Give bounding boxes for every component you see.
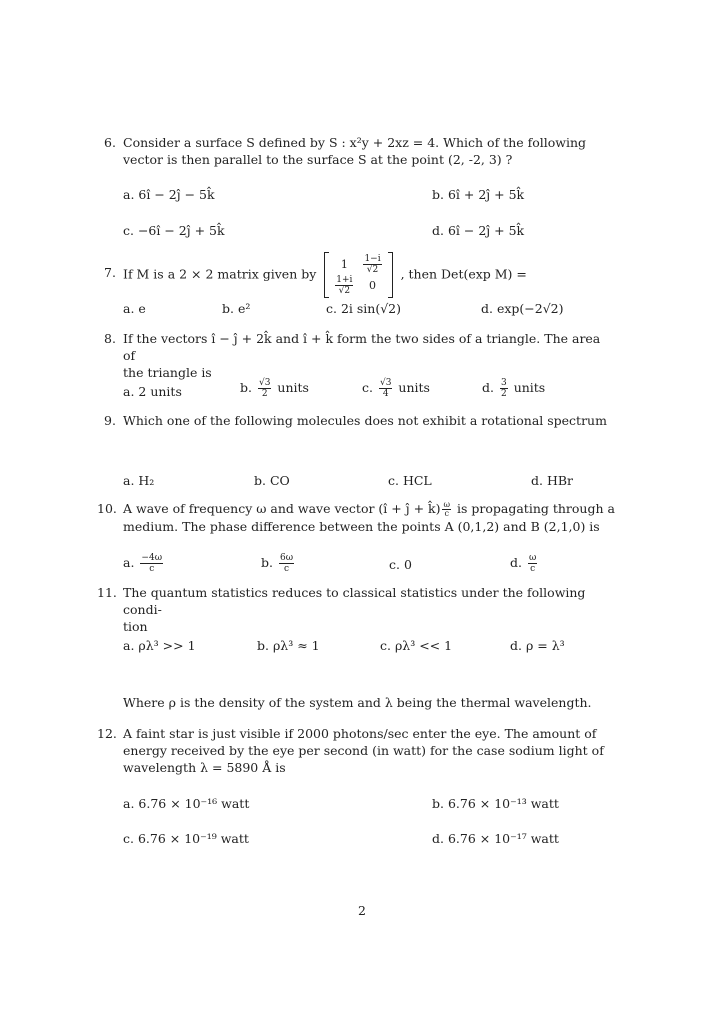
- question-7: [104, 252, 616, 298]
- option-b[interactable]: b. ρλ³ ≈ 1: [257, 638, 320, 653]
- option-d[interactable]: d. 6.76 × 10⁻¹⁷ watt: [432, 831, 559, 846]
- fraction: $\frac{1+i}{√2}$: [336, 275, 353, 296]
- option-c[interactable]: c. −6î − 2ĵ + 5k̂: [123, 223, 225, 238]
- option-d[interactable]: d. $\frac{3}{2}$ units: [482, 378, 546, 399]
- option-b[interactable]: b. $\frac{√3}{2}$ units: [240, 378, 309, 399]
- option-d[interactable]: d. ρ = λ³: [510, 638, 565, 653]
- fraction: $\frac{\omega}{c}$: [528, 553, 537, 574]
- question-text: A faint star is just visible if 2000 photons/sec enter the eye. The amount of energy received by the eye per second (in watt) for the case sodium light of wavelength λ = 5890 Å is: [123, 726, 604, 775]
- option-c[interactable]: c. 0: [389, 557, 412, 572]
- question-11: [97, 584, 617, 635]
- question-text: The quantum statistics reduces to classical statistics under the following condi- tion: [123, 585, 586, 634]
- question-12: [97, 725, 617, 776]
- option-b[interactable]: b. 6.76 × 10⁻¹³ watt: [432, 796, 559, 811]
- option-c[interactable]: c. ρλ³ << 1: [380, 638, 453, 653]
- question-8: [104, 330, 616, 381]
- fraction: $\frac{6\omega}{c}$: [279, 553, 294, 574]
- question-text: If M is a 2 × 2 matrix given by 1 $\frac{1-i}{√2}$ $\frac{1+i}{√2}$ 0 , then Det(exp M) =: [123, 254, 527, 296]
- page-number: 2: [358, 903, 366, 918]
- fraction: $\frac{√3}{2}$: [258, 378, 271, 399]
- question-10: [97, 500, 617, 535]
- fraction: $\frac{3}{2}$: [500, 378, 507, 399]
- option-b[interactable]: b. 6î + 2ĵ + 5k̂: [432, 187, 525, 202]
- option-a[interactable]: a. H₂: [123, 473, 155, 488]
- question-text: Consider a surface S defined by S : x²y + 2xz = 4. Which of the following vector is then parallel to the surface S at the point (2, -2, 3) ?: [123, 135, 587, 167]
- question-6: [104, 134, 616, 168]
- question-text: A wave of frequency ω and wave vector (î + ĵ + k̂) $\frac{\omega}{c}$ is propagating through a medium. The phase difference between the points A (0,1,2) and B (2,1,0) is: [123, 500, 615, 534]
- question-text: Which one of the following molecules does not exhibit a rotational spectrum: [123, 413, 607, 428]
- option-c[interactable]: c. $\frac{√3}{4}$ units: [362, 378, 430, 399]
- option-c[interactable]: c. 2i sin(√2): [326, 301, 402, 316]
- question-number: 6.: [104, 135, 116, 150]
- question-number: 12.: [97, 726, 117, 741]
- option-b[interactable]: b. e²: [222, 301, 251, 316]
- question-9: [104, 412, 616, 429]
- option-b[interactable]: b. CO: [254, 473, 290, 488]
- option-c[interactable]: c. 6.76 × 10⁻¹⁹ watt: [123, 831, 249, 846]
- question-number: 10.: [97, 501, 117, 516]
- option-d[interactable]: d. exp(−2√2): [481, 301, 564, 316]
- option-a[interactable]: a. e: [123, 301, 146, 316]
- option-d[interactable]: d. HBr: [531, 473, 574, 488]
- fraction: $\frac{\omega}{c}$: [443, 500, 451, 518]
- option-a[interactable]: a. $\frac{-4\omega}{c}$: [123, 553, 163, 574]
- option-a[interactable]: a. 2 units: [123, 384, 182, 399]
- fraction: $\frac{-4\omega}{c}$: [141, 553, 163, 574]
- question-number: 11.: [97, 585, 117, 600]
- fraction: $\frac{√3}{4}$: [379, 378, 392, 399]
- question-note: Where ρ is the density of the system and λ being the thermal wavelength.: [123, 695, 592, 710]
- question-number: 7.: [104, 265, 116, 280]
- option-b[interactable]: b. $\frac{6\omega}{c}$: [261, 553, 294, 574]
- option-c[interactable]: c. HCL: [388, 473, 432, 488]
- option-a[interactable]: a. 6.76 × 10⁻¹⁶ watt: [123, 796, 250, 811]
- option-d[interactable]: d. $\frac{\omega}{c}$: [510, 553, 537, 574]
- question-number: 8.: [104, 331, 116, 346]
- option-a[interactable]: a. ρλ³ >> 1: [123, 638, 196, 653]
- fraction: $\frac{1-i}{√2}$: [364, 254, 381, 275]
- matrix-m: 1 $\frac{1-i}{√2}$ $\frac{1+i}{√2}$ 0: [324, 252, 392, 298]
- question-text: If the vectors î − ĵ + 2k̂ and î + k̂ form the two sides of a triangle. The area of the triangle is: [123, 331, 601, 380]
- option-a[interactable]: a. 6î − 2ĵ − 5k̂: [123, 187, 215, 202]
- option-d[interactable]: d. 6î − 2ĵ + 5k̂: [432, 223, 525, 238]
- question-number: 9.: [104, 413, 116, 428]
